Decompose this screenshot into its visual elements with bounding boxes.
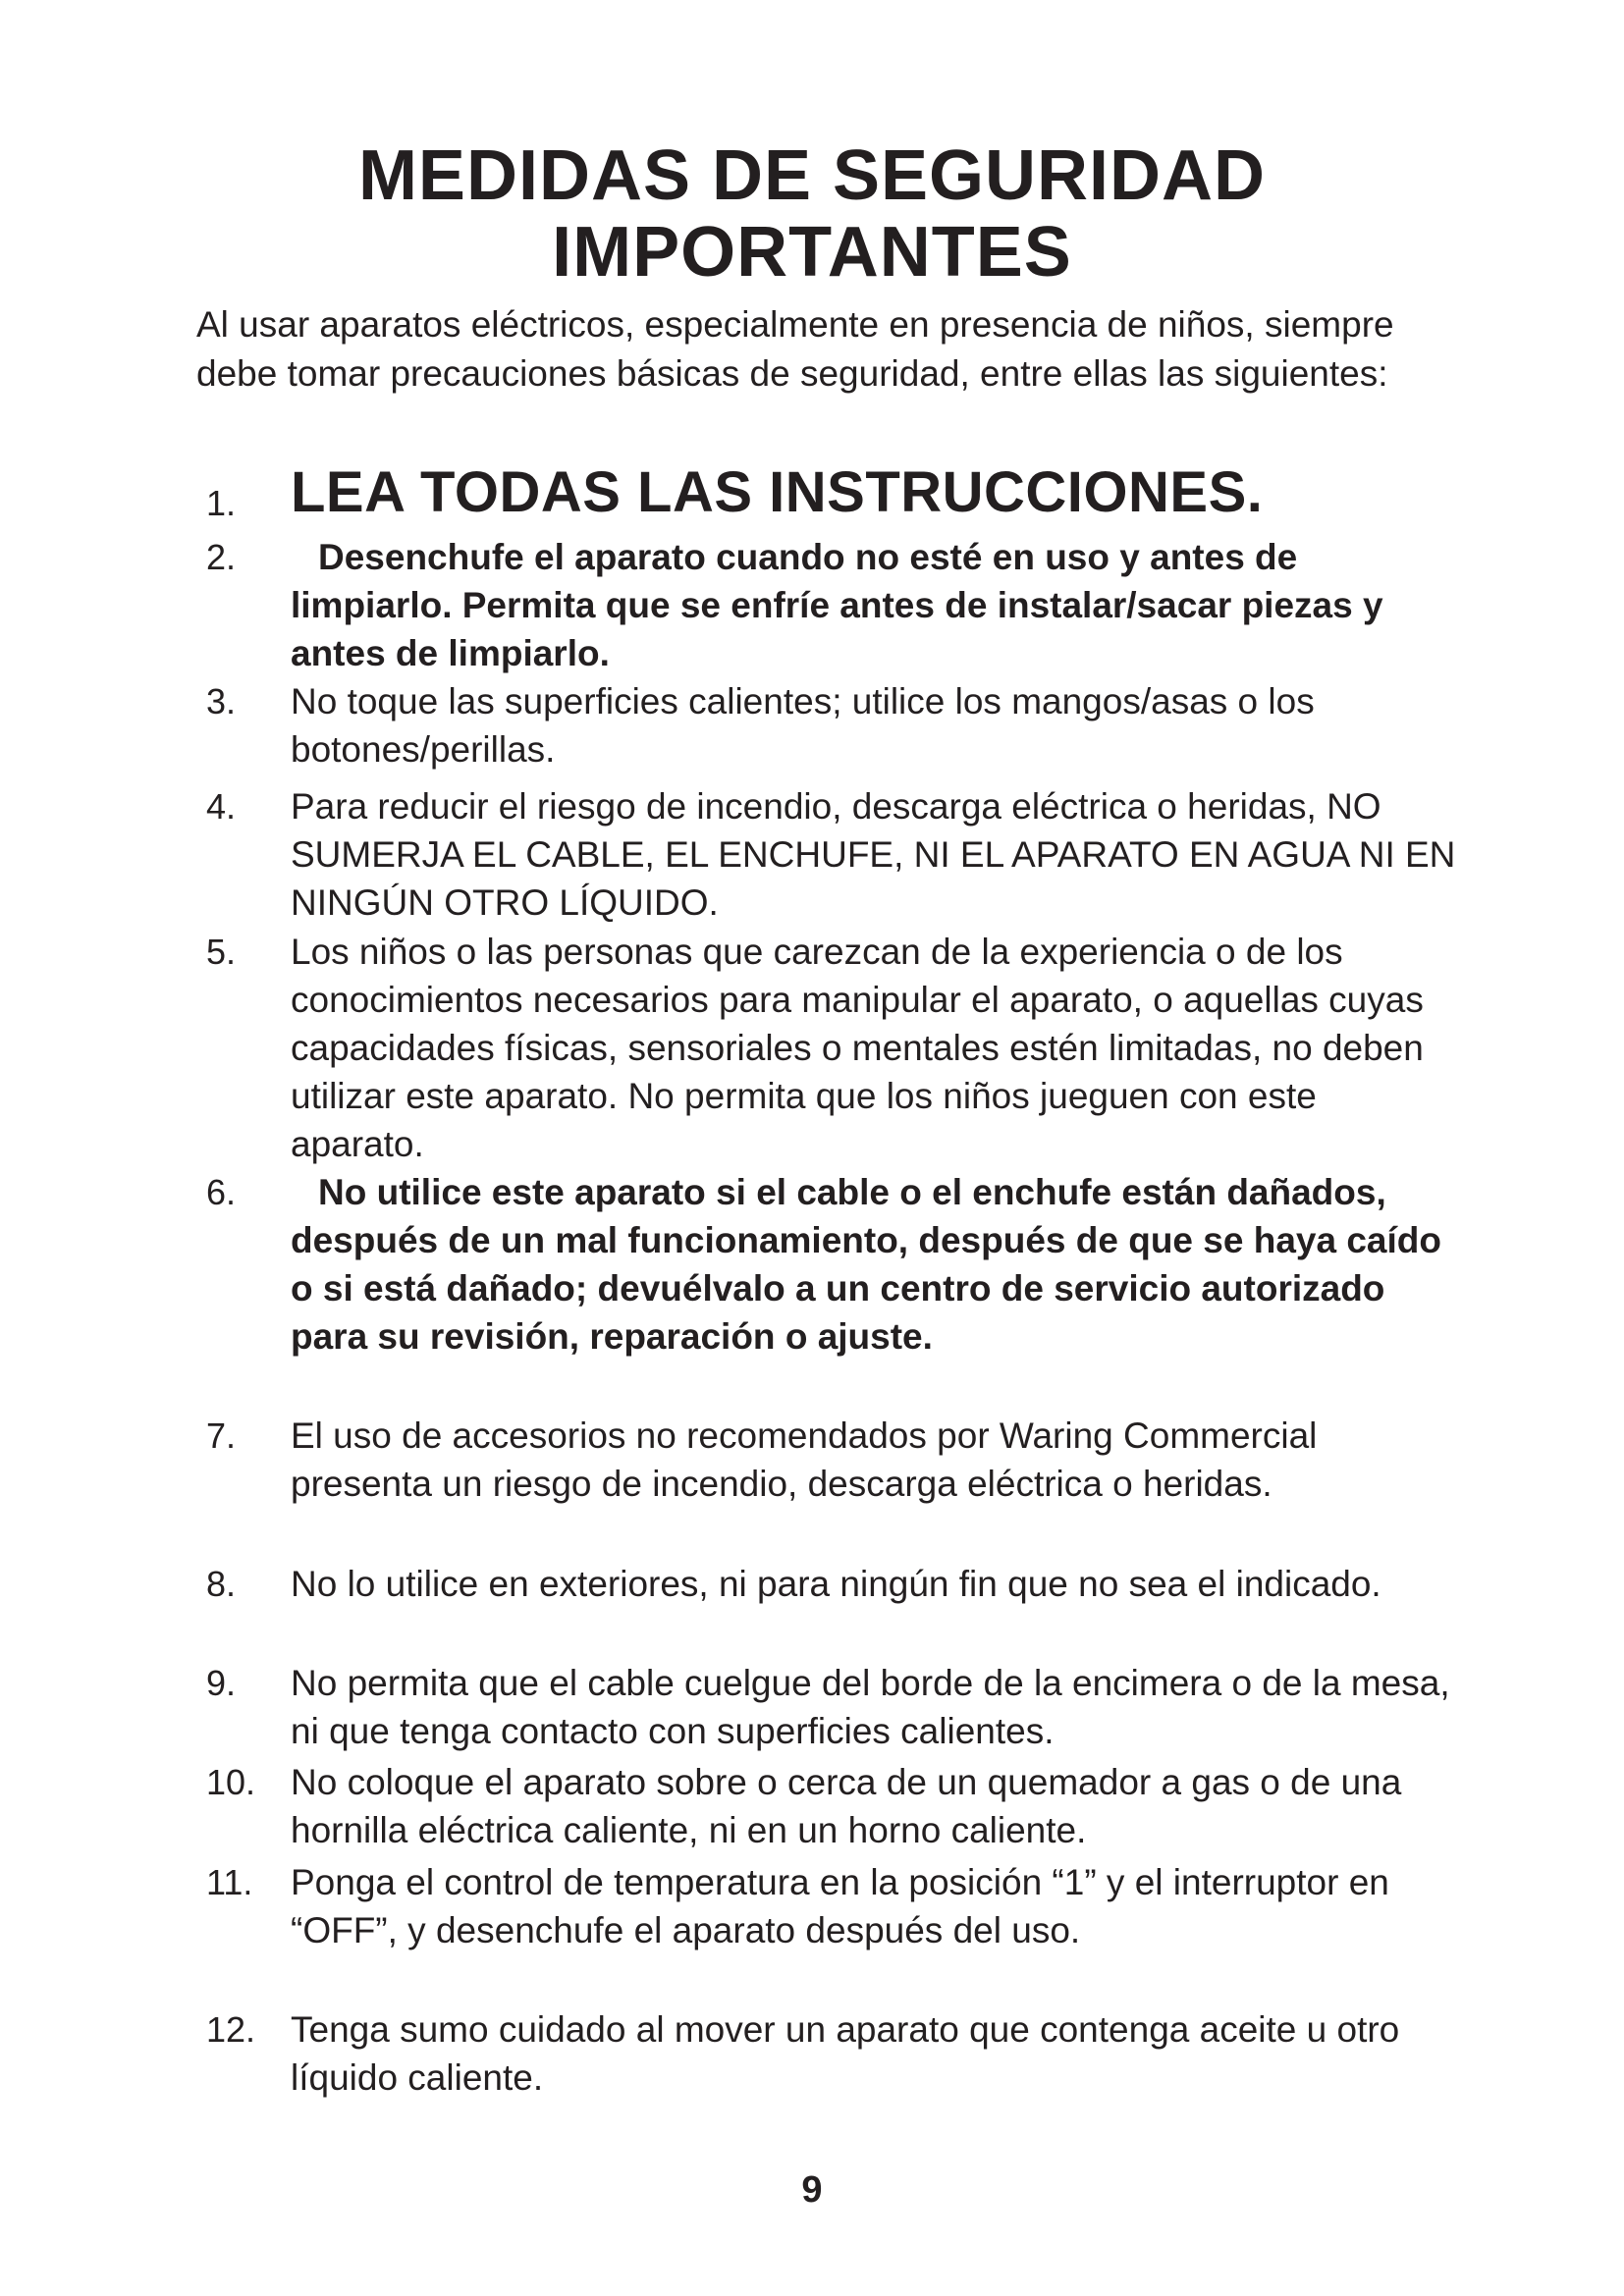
item-text: Ponga el control de temperatura en la posición “1” y el interruptor en “OFF”, y desenchufe el aparato después del uso. — [291, 1862, 1389, 1950]
intro-paragraph: Al usar aparatos eléctricos, especialmente en presencia de niños, siempre debe tomar precauciones básicas de seguridad, entre ellas las siguientes: — [196, 304, 1394, 394]
title-line-2: IMPORTANTES — [552, 213, 1072, 292]
item-number: 9. — [206, 1663, 237, 1703]
item-number: 6. — [206, 1172, 237, 1212]
item-number: 11. — [206, 1862, 253, 1902]
item-text: No utilice este aparato si el cable o el enchufe están dañados, después de un mal funcionamiento, después de que se haya caído o si está dañado; devuélvalo a un centro de servicio autorizado para su revisión, reparación o ajuste. — [291, 1172, 1441, 1357]
item-number: 5. — [206, 932, 237, 972]
item-number: 3. — [206, 681, 237, 721]
item-text: Desenchufe el aparato cuando no esté en uso y antes de limpiarlo. Permita que se enfríe antes de instalar/sacar piezas y antes de limpiarlo. — [291, 537, 1383, 673]
item-number: 1. — [206, 483, 237, 523]
item-text: Los niños o las personas que carezcan de la experiencia o de los conocimientos necesarios para manipular el aparato, o aquellas cuyas capacidades físicas, sensoriales o mentales estén limitadas, no deben utilizar este aparato. No permita que los niños jueguen con este aparato. — [291, 932, 1424, 1164]
item-text: LEA TODAS LAS INSTRUCCIONES. — [291, 460, 1264, 524]
title-line-1: MEDIDAS DE SEGURIDAD — [357, 136, 1267, 215]
item-number: 2. — [206, 537, 237, 577]
item-number: 10. — [206, 1762, 256, 1802]
item-text: No toque las superficies calientes; utilice los mangos/asas o los botones/perillas. — [291, 681, 1315, 770]
item-text: No permita que el cable cuelgue del borde de la encimera o de la mesa, ni que tenga contacto con superficies calientes. — [291, 1663, 1450, 1751]
item-text: El uso de accesorios no recomendados por Waring Commercial presenta un riesgo de incendio, descarga eléctrica o heridas. — [291, 1415, 1318, 1504]
item-number: 4. — [206, 786, 237, 827]
page-title — [0, 137, 1624, 291]
item-number: 8. — [206, 1564, 237, 1604]
item-text: Para reducir el riesgo de incendio, descarga eléctrica o heridas, NO SUMERJA EL CABLE, EL ENCHUFE, NI EL APARATO EN AGUA NI EN NINGÚN OTRO LÍQUIDO. — [291, 786, 1456, 923]
item-text: Tenga sumo cuidado al mover un aparato que contenga aceite u otro líquido caliente. — [291, 2009, 1400, 2098]
page-number: 9 — [801, 2169, 823, 2211]
item-text: No coloque el aparato sobre o cerca de un quemador a gas o de una hornilla eléctrica caliente, ni en un horno caliente. — [291, 1762, 1402, 1850]
item-number: 12. — [206, 2009, 256, 2050]
item-number: 7. — [206, 1415, 237, 1456]
item-text: No lo utilice en exteriores, ni para ningún fin que no sea el indicado. — [291, 1564, 1381, 1604]
